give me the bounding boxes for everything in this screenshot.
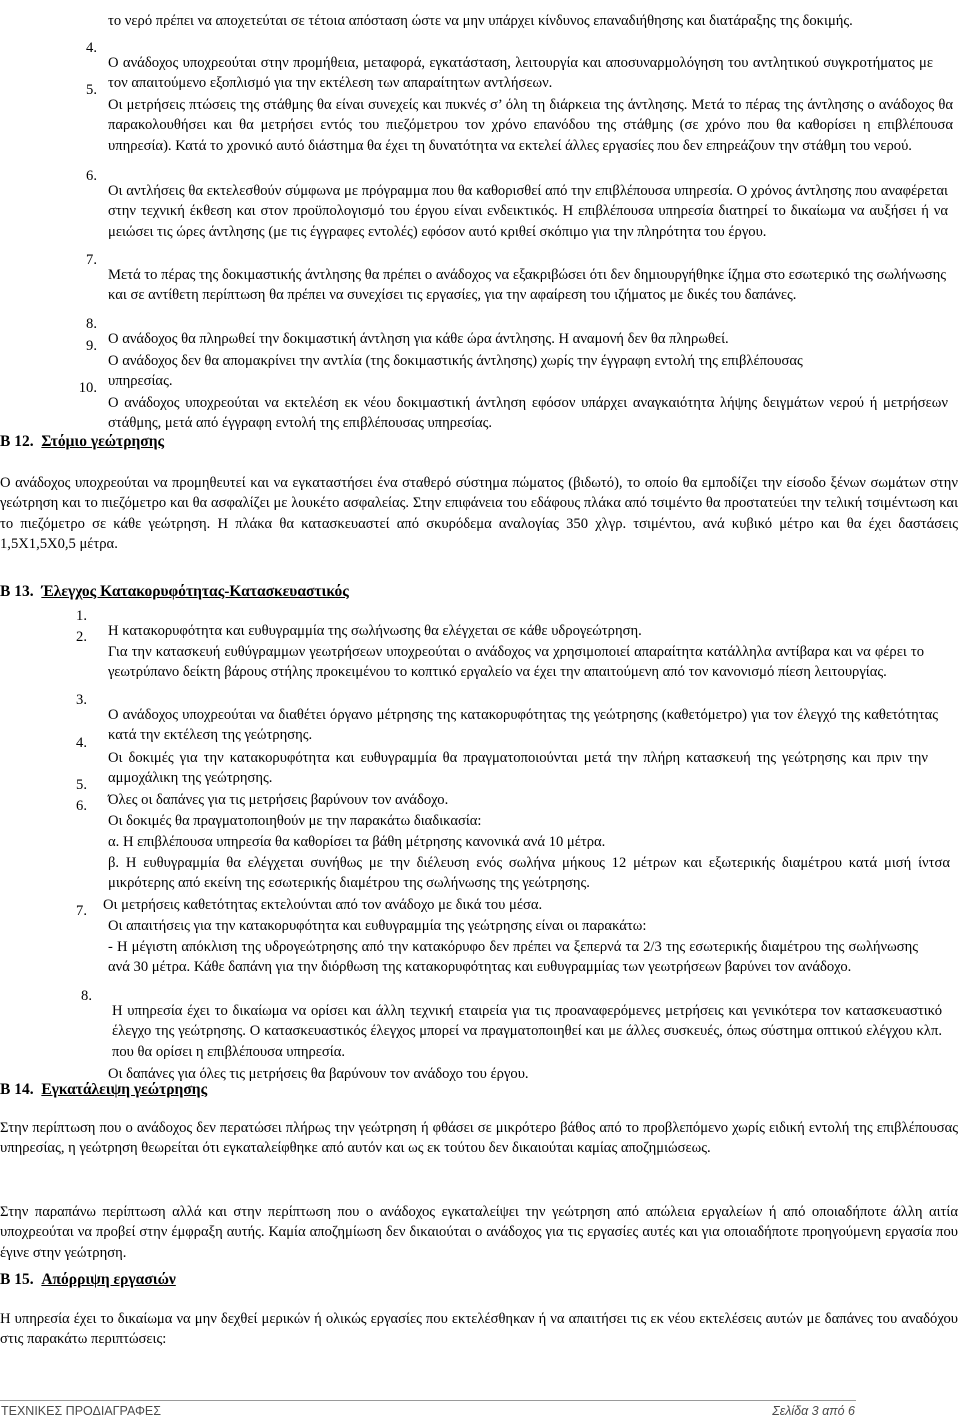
list-item-text: Οι δοκιμές θα πραγματοποιηθούν με την παρακάτω διαδικασία: [108,812,482,829]
list-item-text: Η υπηρεσία έχει το δικαίωμα να ορίσει και άλλη τεχνική εταιρεία για τις προαναφερόμενες μετρήσεις και γενικότερα τον κατασκευαστικό έλεγχο της γεώτρησης. Ο κατασκευαστικός έλεγχος μπορεί να πραγματοποιηθεί και με άλλες συσκευές, όπως σύστημα οπτικού ελέγχου κλπ. που θα ορίσει η επιβλέπουσα υπηρεσία. [112,1002,942,1060]
list-number: 3. [76,692,87,708]
list-item-text: Ο ανάδοχος υποχρεούται στην προμήθεια, μεταφορά, εγκατάσταση, λειτουργία και αποσυναρμολόγηση του αντλητικού συγκροτήματος με τον απαιτούμενο εξοπλισμό για την εκτέλεση των απαραίτητων αντλήσεων. [108,54,933,92]
section-b15-body: Η υπηρεσία έχει το δικαίωμα να μην δεχθεί μερικών ή ολικώς εργασίες που εκτελέσθηκαν ή να απαιτήσει τις εκ νέου εκτελέσεις αυτών με δαπάνες του αναδόχου στις παρακάτω περιπτώσεις: [0,1310,958,1348]
item-3-continuation: το νερό πρέπει να αποχετεύται σε τέτοια απόσταση ώστε να μην υπάρχει κίνδυνος επαναδιήθησης και διατάραξης της δοκιμής. [108,12,853,29]
list-item-text: Για την κατασκευή ευθύγραμμων γεωτρήσεων υποχρεούται ο ανάδοχος να χρησιμοποιεί απαραίτητα κατάλληλα αντίβαρα και να φέρει το γεωτρύπανο δείκτη βάρους στήλης προκειμένου το κοπτικό εργαλείο να έχει την απαιτούμενη από τον κανονισμό πίεση λειτουργίας. [108,643,924,681]
list-number: 7. [86,252,97,268]
list-number: 9. [86,338,97,354]
section-heading-b14 [0,1080,207,1101]
section-b14-para-1: Στην περίπτωση που ο ανάδοχος δεν περατώσει πλήρως την γεώτρηση ή φθάσει σε μικρότερο βάθος από το προβλεπόμενο χωρίς ειδική εντολή της επιβλέπουσας υπηρεσίας, η γεώτρηση θεωρείται ότι εγκαταλείφθηκε από αυτόν και ως εκ τούτου δεν δικαιούται καμίας αποζημιώσεως. [0,1119,958,1157]
section-b14-para-2: Στην παραπάνω περίπτωση αλλά και στην περίπτωση που ο ανάδοχος εγκαταλείψει την γεώτρηση από απώλεια εργαλείων ή από οποιαδήποτε άλλη αιτία υποχρεούται να προβεί στην έμφραξη αυτής. Καμία αποζημίωση δεν δικαιούται ο ανάδοχος για τις εργασίες αυτές και για οποιαδήποτε προηγούμενη εργασία που έγινε στην γεώτρηση. [0,1203,958,1261]
list-item-text: Ο ανάδοχος θα πληρωθεί την δοκιμαστική άντληση για κάθε ώρα άντλησης. Η αναμονή δεν θα πληρωθεί. [108,330,729,347]
list-item-text: Η κατακορυφότητα και ευθυγραμμία της σωλήνωσης θα ελέγχεται σε κάθε υδρογεώτρηση. [108,622,642,639]
section-title: Έλεγχος Κατακορυφότητας-Κατασκευαστικός [41,583,349,600]
list-number: 8. [86,316,97,332]
sub-item-a: α. Η επιβλέπουσα υπηρεσία θα καθορίσει τα βάθη μέτρησης κανονικά ανά 10 μέτρα. [108,833,606,850]
section-heading-b15 [0,1270,176,1291]
list-item-text: Όλες οι δαπάνες για τις μετρήσεις βαρύνουν τον ανάδοχο. [108,791,449,808]
item-7-requirement: - Η μέγιστη απόκλιση της υδρογεώτρησης από την κατακόρυφο δεν πρέπει να ξεπερνά τα 2/3 της εσωτερικής διαμέτρου της σωλήνωσης ανά 30 μέτρα. Κάθε δαπάνη για την διόρθωση της κατακορυφότητας και ευθυγραμμίας των γεωτρήσεων βαρύνει τον ανάδοχο. [108,938,918,976]
list-number: 8. [81,988,92,1004]
list-item-text: Μετά το πέρας της δοκιμαστικής άντλησης θα πρέπει ο ανάδοχος να εξακριβώσει ότι δεν δημιουργήθηκε ίζημα στο εσωτερικό της σωλήνωσης και σε αντίθετη περίπτωση θα πρέπει να συνεχίσει τις εργασίες, για την αφαίρεση του ιζήματος με δικές του δαπάνες. [108,266,946,304]
list-item-text: Ο ανάδοχος υποχρεούται να διαθέτει όργανο μέτρησης της κατακορυφότητας της γεώτρησης (καθετόμετρο) για τον έλεγχό της καθετότητας κατά την εκτέλεση της γεώτρησης. [108,706,938,744]
section-title: Στόμιο γεώτρησης [41,433,165,450]
list-number: 4. [86,40,97,56]
section-heading-b13 [0,582,349,603]
item-6-note: Οι μετρήσεις καθετότητας εκτελούνται από τον ανάδοχο με δικά του μέσα. [103,896,543,913]
section-number: Β 13. [0,583,34,600]
section-title: Εγκατάλειψη γεώτρησης [41,1081,208,1098]
list-item-text: Ο ανάδοχος υποχρεούται να εκτελέση εκ νέου δοκιμαστική άντληση εφόσον υπάρχει αναγκαιότητα λήψης δειγμάτων νερού ή μετρήσεων στάθμης, μετά από έγγραφη εντολή της επιβλέπουσας υπηρεσίας. [108,394,948,432]
section-b12-body: Ο ανάδοχος υποχρεούται να προμηθευτεί και να εγκαταστήσει ένα σταθερό σύστημα πώματος (βιδωτό), το οποίο θα εμποδίζει την είσοδο ξένων σωμάτων στην γεώτρηση και το πιεζόμετρο και θα ασφαλίζει με λουκέτο ασφαλείας. Στην επιφάνεια του εδάφους πλάκα από τσιμέντο θα προστατεύει την τελική τσιμέντωση και το πιεζόμετρο σε κάθε γεώτρηση. Η πλάκα θα κατασκευαστεί από σκυρόδεμα αναλογίας 350 χλγρ. τσιμέντου, ανά κυβικό μέτρο και θα έχει δαστάσεις 1,5Χ1,5Χ0,5 μέτρα. [0,474,958,553]
item-7-intro: Οι απαιτήσεις για την κατακορυφότητα και ευθυγραμμία της γεώτρησης είναι οι παρακάτω: [108,917,647,934]
footer-document-title: ΤΕΧΝΙΚΕΣ ΠΡΟΔΙΑΓΡΑΦΕΣ [1,1404,161,1418]
list-item-text: Οι μετρήσεις πτώσεις της στάθμης θα είναι συνεχείς και πυκνές σ’ όλη τη διάρκεια της άντλησης. Μετά το πέρας της άντλησης ο ανάδοχος θα παρακολουθήσει και θα μετρήσει εντός του πιεζόμετρου τον χρόνο επανόδου της στάθμης (σε χρόνο που θα καθορίσει η επιβλέπουσα υπηρεσία). Κατά το χρονικό αυτό διάστημα θα έχει τη δυνατότητα να εκτελεί άλλες εργασίες που δεν επηρεάζουν την στάθμη του νερού. [108,96,953,154]
list-number: 6. [86,168,97,184]
section-title: Απόρριψη εργασιών [41,1271,176,1288]
list-number: 5. [76,777,87,793]
list-number: 5. [86,82,97,98]
page-footer [0,1403,855,1419]
section-number: Β 14. [0,1081,34,1098]
footer-rule [0,1400,856,1401]
footer-page-number: Σελίδα 3 από 6 [772,1404,855,1418]
list-number: 1. [76,608,87,624]
section-number: Β 15. [0,1271,34,1288]
section-heading-b12 [0,432,164,453]
list-number: 10. [78,380,97,396]
sub-item-b: β. Η ευθυγραμμία θα ελέγχεται συνήθως με την διέλευση ενός σωλήνα μήκους 12 μέτρων και εξωτερικής διαμέτρου κατά μισή ίντσα μικρότερης από εκείνη της εσωτερικής διαμέτρου της σωλήνωσης της γεώτρησης. [108,854,950,892]
list-item-text: Ο ανάδοχος δεν θα απομακρίνει την αντλία (της δοκιμαστικής άντλησης) χωρίς την έγγραφη εντολή της επιβλέπουσας υπηρεσίας. [108,352,803,390]
list-number: 4. [76,735,87,751]
list-item-text: Οι δοκιμές για την κατακορυφότητα και ευθυγραμμία θα πραγματοποιούνται μετά την πλήρη κατασκευή της γεώτρησης και πριν την αμμοχάλικη της γεώτρησης. [108,749,928,787]
item-8-note: Οι δαπάνες για όλες τις μετρήσεις θα βαρύνουν τον ανάδοχο του έργου. [108,1065,529,1082]
list-number: 7. [76,903,87,919]
section-number: Β 12. [0,433,34,450]
list-number: 6. [76,798,87,814]
list-number: 2. [76,629,87,645]
list-item-text: Οι αντλήσεις θα εκτελεσθούν σύμφωνα με πρόγραμμα που θα καθορισθεί από την επιβλέπουσα υπηρεσία. Ο χρόνος άντλησης που αναφέρεται στην τεχνική έκθεση και στον προϋπολογισμό του έργου είναι ενδεικτικός. Η επιβλέπουσα υπηρεσία διατηρεί το δικαίωμα να αυξήσει ή να μειώσει τις ώρες άντλησης (με τις έγγραφες εντολές) εφόσον αυτό κριθεί σκόπιμο για την πληρότητα του έργου. [108,182,948,240]
